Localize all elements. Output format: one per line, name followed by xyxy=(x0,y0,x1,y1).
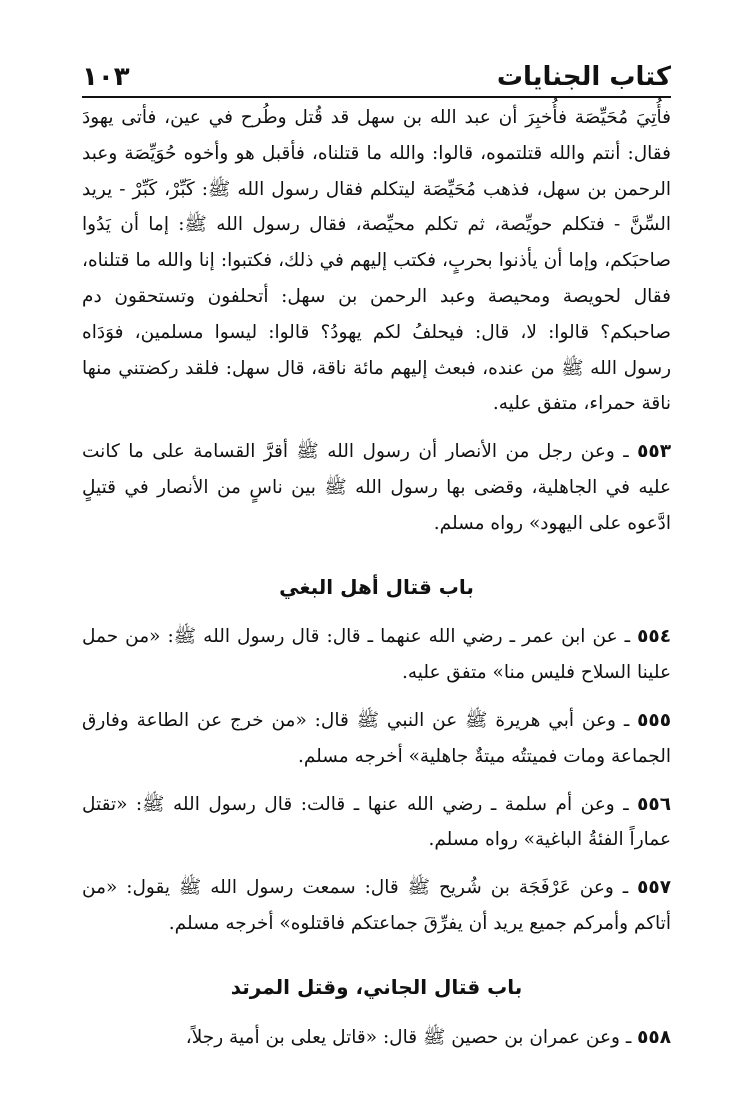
hadith-text: ـ وعن رجل من الأنصار أن رسول الله ﷺ أقرَّ القسامة على ما كانت عليه في الجاهلية، وقضى بها رسول الله ﷺ بين ناسٍ من الأنصار في قتيلٍ ادَّعوه على اليهود» رواه مسلم. xyxy=(82,441,671,534)
hadith-text: ـ عن ابن عمر ـ رضي الله عنهما ـ قال: قال رسول الله ﷺ: «من حمل علينا السلاح فليس منا» متفق عليه. xyxy=(82,626,671,684)
hadith-number: ٥٥٥ xyxy=(637,709,671,731)
hadith-555 xyxy=(82,703,671,775)
hadith-continuation: فأُتِيَ مُحَيِّصَة فأُخبِرَ أن عبد الله بن سهل قد قُتل وطُرح في عين، فأتى يهودَ فقال: أنتم والله قتلتموه، قالوا: والله ما قتلناه، فأقبل هو وأخوه حُوَيِّصَة وعبد الرحمن بن سهل، فذهب مُحَيِّصَة ليتكلم فقال رسول الله ﷺ: كَبِّرْ، كَبِّرْ - يريد السِّنَّ - فتكلم حويِّصة، ثم تكلم محيِّصة، فقال رسول الله ﷺ: إما أن يَدُوا صاحبَكم، وإما أن يأذنوا بحربٍ، فكتب إليهم في ذلك، فكتبوا: إنا والله ما قتلناه، فقال لحويصة ومحيصة وعبد الرحمن بن سهل: أتحلفون وتستحقون دم صاحبكم؟ قالوا: لا، قال: فيحلفُ لكم يهودُ؟ قالوا: ليسوا مسلمين، فوَدَاه رسول الله ﷺ من عنده، فبعث إليهم مائة ناقة، قال سهل: فلقد ركضتني منها ناقة حمراء، متفق عليه. xyxy=(82,107,671,415)
page-header xyxy=(82,40,671,98)
hadith-text: ـ وعن أم سلمة ـ رضي الله عنها ـ قالت: قال رسول الله ﷺ: «تقتل عماراً الفئةُ الباغية» رواه مسلم. xyxy=(82,793,671,851)
hadith-text: ـ وعن عَرْفَجَة بن شُريح ﷺ قال: سمعت رسول الله ﷺ يقول: «من أتاكم وأمركم جميع يريد أن يفرِّقَ جماعتكم فاقتلوه» أخرجه مسلم. xyxy=(82,877,671,934)
hadith-text: ـ وعن عمران بن حصين ﷺ قال: «قاتل يعلى بن أمية رجلاً، xyxy=(185,1026,638,1048)
hadith-558 xyxy=(82,1020,671,1056)
book-title: كتاب الجنايات xyxy=(496,62,671,92)
hadith-text: ـ وعن أبي هريرة ﷺ عن النبي ﷺ قال: «من خرج عن الطاعة وفارق الجماعة ومات فميتتُه ميتةٌ جاهلية» أخرجه مسلم. xyxy=(82,709,671,767)
hadith-number: ٥٥٤ xyxy=(637,626,671,648)
hadith-556 xyxy=(82,787,671,859)
hadith-554 xyxy=(82,619,671,691)
chapter-heading: باب قتال أهل البغي xyxy=(279,574,474,599)
chapter-heading: باب قتال الجاني، وقتل المرتد xyxy=(230,974,523,999)
hadith-number: ٥٥٦ xyxy=(637,793,671,815)
hadith-number: ٥٥٨ xyxy=(637,1026,671,1048)
hadith-number: ٥٥٣ xyxy=(637,441,671,463)
hadith-553 xyxy=(82,434,671,541)
page-number: ١٠٣ xyxy=(82,62,130,92)
hadith-number: ٥٥٧ xyxy=(637,877,671,899)
hadith-557 xyxy=(82,870,671,942)
page-content xyxy=(82,100,671,1067)
